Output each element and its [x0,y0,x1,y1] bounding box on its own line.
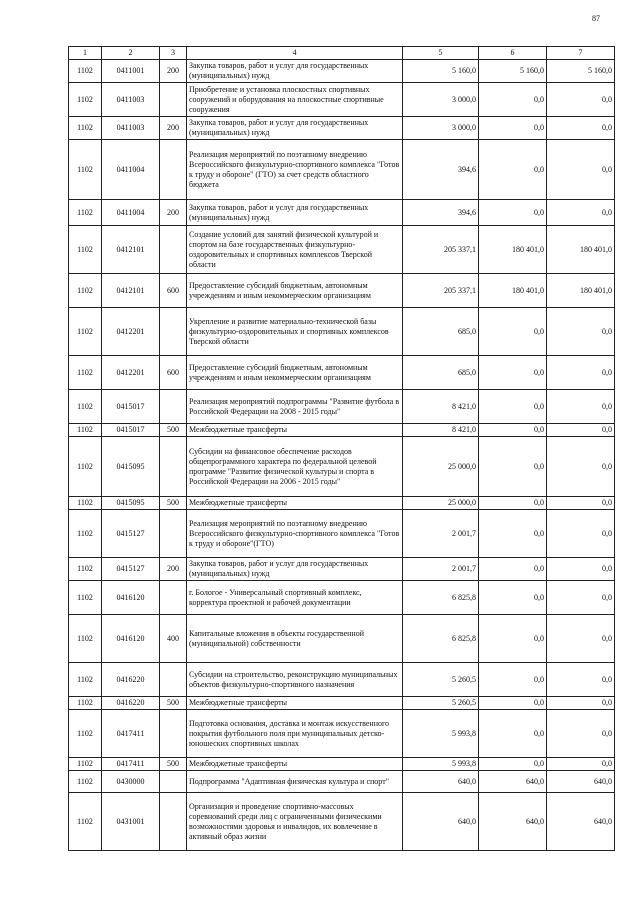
table-cell: 0,0 [547,140,615,200]
table-cell: г. Бологое - Универсальный спортивный комплекс, корректура проектной и рабочей документации [187,581,403,615]
table-cell: 600 [160,274,187,308]
table-cell: 0,0 [547,390,615,424]
table-cell: Предоставление субсидий бюджетным, автономным учреждениям и иным некоммерческим организациям [187,356,403,390]
table-cell: 1102 [69,793,102,851]
table-cell: Закупка товаров, работ и услуг для государственных (муниципальных) нужд [187,200,403,226]
table-cell: 1102 [69,558,102,581]
table-cell: 180 401,0 [479,226,547,274]
table-cell: 25 000,0 [403,437,479,497]
table-cell: Закупка товаров, работ и услуг для государственных (муниципальных) нужд [187,60,403,83]
table-cell: 1102 [69,390,102,424]
table-row [69,437,615,497]
table-cell: 0430000 [102,771,160,793]
table-row [69,697,615,710]
table-cell [160,308,187,356]
table-cell: 0,0 [479,558,547,581]
table-cell: 0,0 [479,356,547,390]
table-cell: 0415127 [102,558,160,581]
table-cell: 6 825,8 [403,615,479,663]
table-cell: 3 000,0 [403,117,479,140]
table-cell: 1102 [69,771,102,793]
table-row [69,117,615,140]
table-cell [160,390,187,424]
table-cell: Межбюджетные трансферты [187,497,403,510]
table-cell: 1102 [69,140,102,200]
table-cell: 5 260,5 [403,663,479,697]
table-cell: 1102 [69,581,102,615]
table-cell: 0431001 [102,793,160,851]
table-cell: 0412101 [102,226,160,274]
table-cell [160,663,187,697]
header-cell: 6 [479,47,547,60]
table-cell [160,83,187,117]
table-cell: 1102 [69,226,102,274]
table-row [69,226,615,274]
table-row [69,510,615,558]
table-cell: 1102 [69,510,102,558]
table-cell: 640,0 [547,793,615,851]
table-cell: 0,0 [547,437,615,497]
table-row [69,83,615,117]
table-row [69,200,615,226]
table-cell: 0,0 [479,758,547,771]
table-cell: 2 001,7 [403,510,479,558]
table-cell: 0415017 [102,424,160,437]
table-row [69,60,615,83]
table-cell: 8 421,0 [403,390,479,424]
table-cell [160,226,187,274]
table-cell: 0412101 [102,274,160,308]
table-cell: 1102 [69,424,102,437]
table-cell: Создание условий для занятий физической культурой и спортом на базе государственных физкультурно-оздоровительных и спортивных комплексов Тверской области [187,226,403,274]
table-cell [160,581,187,615]
table-cell: Предоставление субсидий бюджетным, автономным учреждениям и иным некоммерческим организациям [187,274,403,308]
table-cell: 0416220 [102,663,160,697]
table-cell: 0415095 [102,497,160,510]
table-cell: 0416120 [102,615,160,663]
table-cell: Укрепление и развитие материально-технической базы физкультурно-оздоровительных и спортивных комплексов Тверской области [187,308,403,356]
table-cell: 0,0 [547,308,615,356]
table-cell: 1102 [69,497,102,510]
table-cell: 200 [160,117,187,140]
table-cell: 1102 [69,83,102,117]
table-cell: 180 401,0 [547,226,615,274]
table-cell: 5 993,8 [403,710,479,758]
table-cell: 685,0 [403,308,479,356]
table-cell: 0416220 [102,697,160,710]
table-cell: 200 [160,558,187,581]
table-cell: 500 [160,424,187,437]
table-cell: 0,0 [547,424,615,437]
table-cell: Закупка товаров, работ и услуг для государственных (муниципальных) нужд [187,558,403,581]
table-cell: Межбюджетные трансферты [187,758,403,771]
table-cell: Реализация мероприятий по поэтапному внедрению Всероссийского физкультурно-спортивного комплекса "Готов к труду и обороне" (ГТО) за счет средств областного бюджета [187,140,403,200]
table-row [69,581,615,615]
table-cell: 0,0 [479,390,547,424]
table-cell: 0411004 [102,200,160,226]
table-row [69,497,615,510]
header-row [69,47,615,60]
table-cell [160,510,187,558]
header-cell: 4 [187,47,403,60]
table-cell: 1102 [69,710,102,758]
table-cell: 0,0 [479,663,547,697]
table-cell: Закупка товаров, работ и услуг для государственных (муниципальных) нужд [187,117,403,140]
table-cell: 0,0 [547,710,615,758]
table-cell: 0,0 [479,424,547,437]
budget-table [68,46,615,851]
page-number: 87 [592,14,600,23]
table-cell: 0,0 [479,308,547,356]
table-cell: 200 [160,60,187,83]
table-cell: 1102 [69,60,102,83]
table-cell: 1102 [69,663,102,697]
table-cell: 394,6 [403,140,479,200]
table-cell: Межбюджетные трансферты [187,697,403,710]
table-row [69,793,615,851]
table-cell: 500 [160,758,187,771]
table-cell: 205 337,1 [403,226,479,274]
table-cell: Реализация мероприятий по поэтапному внедрению Всероссийского физкультурно-спортивного комплекса "Готов к труду и обороне"(ГТО) [187,510,403,558]
table-cell: 6 825,8 [403,581,479,615]
table-cell: 0,0 [479,140,547,200]
table-cell: 0,0 [479,83,547,117]
table-cell: 1102 [69,615,102,663]
table-cell: Субсидии на строительство, реконструкцию муниципальных объектов физкультурно-спортивного назначения [187,663,403,697]
table-cell [160,140,187,200]
table-row [69,758,615,771]
table-cell: 0,0 [479,510,547,558]
table-cell: 0,0 [547,758,615,771]
table-cell: 0,0 [479,697,547,710]
table-cell: 1102 [69,308,102,356]
table-row [69,140,615,200]
table-cell [160,793,187,851]
table-cell: 180 401,0 [479,274,547,308]
table-cell: 0,0 [479,615,547,663]
table-cell: 0,0 [547,581,615,615]
table-cell: 0411004 [102,140,160,200]
table-row [69,390,615,424]
table-cell: 0,0 [479,710,547,758]
table-cell: 5 160,0 [479,60,547,83]
table-cell: 640,0 [479,771,547,793]
table-cell: 0411001 [102,60,160,83]
table-cell [160,437,187,497]
table-cell: 0,0 [479,200,547,226]
table-cell: Капитальные вложения в объекты государственной (муниципальной) собственности [187,615,403,663]
table-cell: 5 993,8 [403,758,479,771]
table-cell: 0,0 [547,697,615,710]
table-cell: Подготовка основания, доставка и монтаж искусственного покрытия футбольного поля при муниципальных детско-юношеских спортивных школах [187,710,403,758]
table-cell: 0411003 [102,83,160,117]
table-cell: 5 160,0 [403,60,479,83]
table-cell: 1102 [69,117,102,140]
table-row [69,308,615,356]
table-cell: 0,0 [547,558,615,581]
header-cell: 3 [160,47,187,60]
table-cell: 1102 [69,697,102,710]
table-cell: Субсидии на финансовое обеспечение расходов общепрограммного характера по федеральной целевой программе "Развитие физической культуры и спорта в Российской Федерации на 2006 - 2015 годы" [187,437,403,497]
table-cell: 0415095 [102,437,160,497]
header-cell: 7 [547,47,615,60]
table-cell: 0415127 [102,510,160,558]
table-cell: 0,0 [547,663,615,697]
table-cell: 0,0 [547,497,615,510]
table-cell: 0,0 [547,356,615,390]
table-cell: 0417411 [102,710,160,758]
table-cell: Межбюджетные трансферты [187,424,403,437]
table-cell: 5 260,5 [403,697,479,710]
table-cell: 500 [160,497,187,510]
table-cell: 640,0 [403,771,479,793]
table-cell: 0,0 [479,437,547,497]
table-cell: 5 160,0 [547,60,615,83]
table-row [69,356,615,390]
table-row [69,771,615,793]
table-cell: 394,6 [403,200,479,226]
table-cell: 0,0 [547,117,615,140]
table-cell: 0,0 [479,497,547,510]
table-row [69,710,615,758]
table-cell: 0,0 [547,200,615,226]
table-cell: Организация и проведение спортивно-массовых соревнований среди лиц с ограниченными физическими возможностями здоровья и инвалидов, их вовлечение в активный образ жизни [187,793,403,851]
table-cell: 25 000,0 [403,497,479,510]
table-cell: 1102 [69,758,102,771]
table-cell: 0412201 [102,356,160,390]
table-cell: 500 [160,697,187,710]
table-cell: 640,0 [547,771,615,793]
header-cell: 2 [102,47,160,60]
table-cell: 640,0 [479,793,547,851]
table-cell: 1102 [69,437,102,497]
table-row [69,615,615,663]
table-cell: Приобретение и установка плоскостных спортивных сооружений и оборудования на плоскостные спортивные сооружения [187,83,403,117]
table-row [69,663,615,697]
table-cell: 180 401,0 [547,274,615,308]
table-cell [160,771,187,793]
table-row [69,274,615,308]
table-cell: 0412201 [102,308,160,356]
table-cell: 0415017 [102,390,160,424]
table-cell: 400 [160,615,187,663]
table-cell: 205 337,1 [403,274,479,308]
table-cell: 0417411 [102,758,160,771]
table-cell: 8 421,0 [403,424,479,437]
table-cell: 0,0 [547,510,615,558]
header-cell: 1 [69,47,102,60]
table-cell: Реализация мероприятий подпрограммы "Развитие футбола в Российской Федерации на 2008 - 2015 годы" [187,390,403,424]
table-cell: 0,0 [547,83,615,117]
table-cell: 640,0 [403,793,479,851]
table-cell: 3 000,0 [403,83,479,117]
table-cell: 1102 [69,356,102,390]
table-row [69,424,615,437]
table-cell: 0411003 [102,117,160,140]
table-cell: 600 [160,356,187,390]
table-cell: 0416120 [102,581,160,615]
table-cell: Подпрограмма "Адаптивная физическая культура и спорт" [187,771,403,793]
table-cell: 0,0 [479,117,547,140]
header-cell: 5 [403,47,479,60]
table-row [69,558,615,581]
table-cell [160,710,187,758]
table-cell: 1102 [69,274,102,308]
table-cell: 0,0 [479,581,547,615]
table-cell: 685,0 [403,356,479,390]
table-cell: 0,0 [547,615,615,663]
table-cell: 2 001,7 [403,558,479,581]
table-cell: 200 [160,200,187,226]
table-cell: 1102 [69,200,102,226]
